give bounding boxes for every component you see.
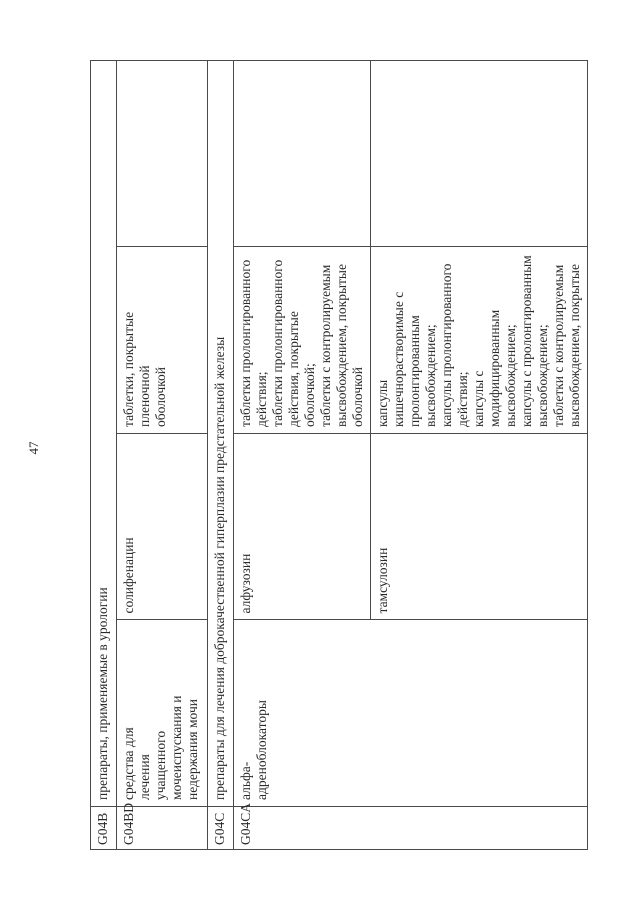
drug-name-cell: алфузозин (234, 434, 371, 621)
group-name-cell: альфа- адреноблокаторы (234, 620, 588, 807)
section-title-cell: препараты для лечения доброкачественной гиперплазии предстательной железы (208, 61, 234, 807)
atc-code-cell: G04C (208, 807, 234, 850)
empty-cell (371, 61, 588, 248)
drug-table (90, 60, 588, 850)
atc-code-cell: G04B (91, 807, 117, 850)
group-name-cell: средства для лечения учащенного мочеиспускания и недержания мочи (117, 620, 208, 807)
drug-name-cell: солифенацин (117, 434, 208, 621)
page-number: 47 (26, 441, 41, 455)
section-title-cell: препараты, применяемые в урологии (91, 61, 117, 807)
atc-code-cell: G04CA (234, 807, 588, 850)
empty-cell (234, 61, 371, 248)
dosage-form-cell: таблетки пролонгированного действия; таблетки пролонгированного действия, покрытые оболочкой; таблетки с контролируемым высвобождением, покрытые оболочкой (234, 247, 371, 434)
table-row (117, 61, 208, 850)
empty-cell (117, 61, 208, 248)
rotated-table-container (90, 60, 640, 850)
dosage-form-cell: таблетки, покрытые пленочной оболочкой (117, 247, 208, 434)
table-row (91, 61, 117, 850)
table-row (234, 61, 371, 850)
atc-code-cell: G04BD (117, 807, 208, 850)
table-row (208, 61, 234, 850)
drug-name-cell: тамсулозин (371, 434, 588, 621)
dosage-form-cell: капсулы кишечнорастворимые с пролонгированным высвобождением; капсулы пролонгированного действия; капсулы с модифицированным высвобождением; капсулы с пролонгированным высвобождением; таблетки с контролируемым высвобождением, покрытые (371, 247, 588, 434)
